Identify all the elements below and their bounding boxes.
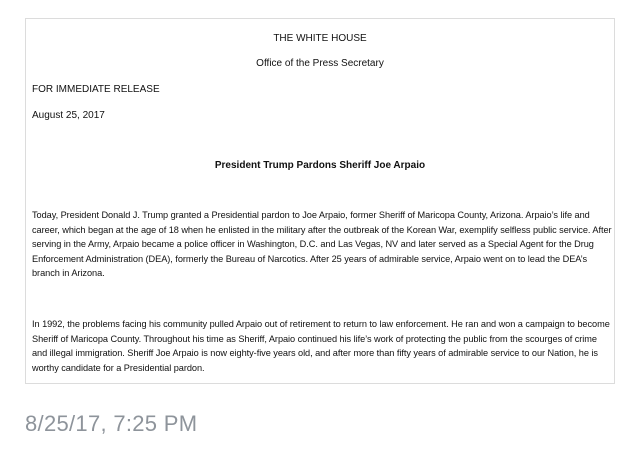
release-notice: FOR IMMEDIATE RELEASE xyxy=(32,84,160,95)
office-name: Office of the Press Secretary xyxy=(256,58,384,69)
release-date: August 25, 2017 xyxy=(32,110,105,121)
tweet-timestamp[interactable]: 8/25/17, 7:25 PM xyxy=(25,411,198,436)
release-paragraph-1: Today, President Donald J. Trump granted a Presidential pardon to Joe Arpaio, former Sheriff of Maricopa County, Arizona. Arpaio’s life and career, which began at the age of 18 when he enlisted in the military after the outbreak of the Korean War, exemplify selfless public service. After serving in the Army, Arpaio became a police officer in Washington, D.C. and Las Vegas, NV and later served as a Special Agent for the Drug Enforcement Administration (DEA), formerly the Bureau of Narcotics. After 25 years of admirable service, Arpaio went on to lead the DEA’s branch in Arizona. xyxy=(32,210,612,279)
press-release-image[interactable] xyxy=(25,18,615,384)
release-paragraph-2: In 1992, the problems facing his community pulled Arpaio out of retirement to return to law enforcement. He ran and won a campaign to become Sheriff of Maricopa County. Throughout his time as Sheriff, Arpaio continued his life’s work of protecting the public from the scourges of crime and illegal immigration. Sheriff Joe Arpaio is now eighty-five years old, and after more than fifty years of admirable service to our Nation, he is worthy candidate for a Presidential pardon. xyxy=(32,319,610,373)
organization-name: THE WHITE HOUSE xyxy=(273,33,367,44)
release-headline: President Trump Pardons Sheriff Joe Arpaio xyxy=(214,160,426,171)
